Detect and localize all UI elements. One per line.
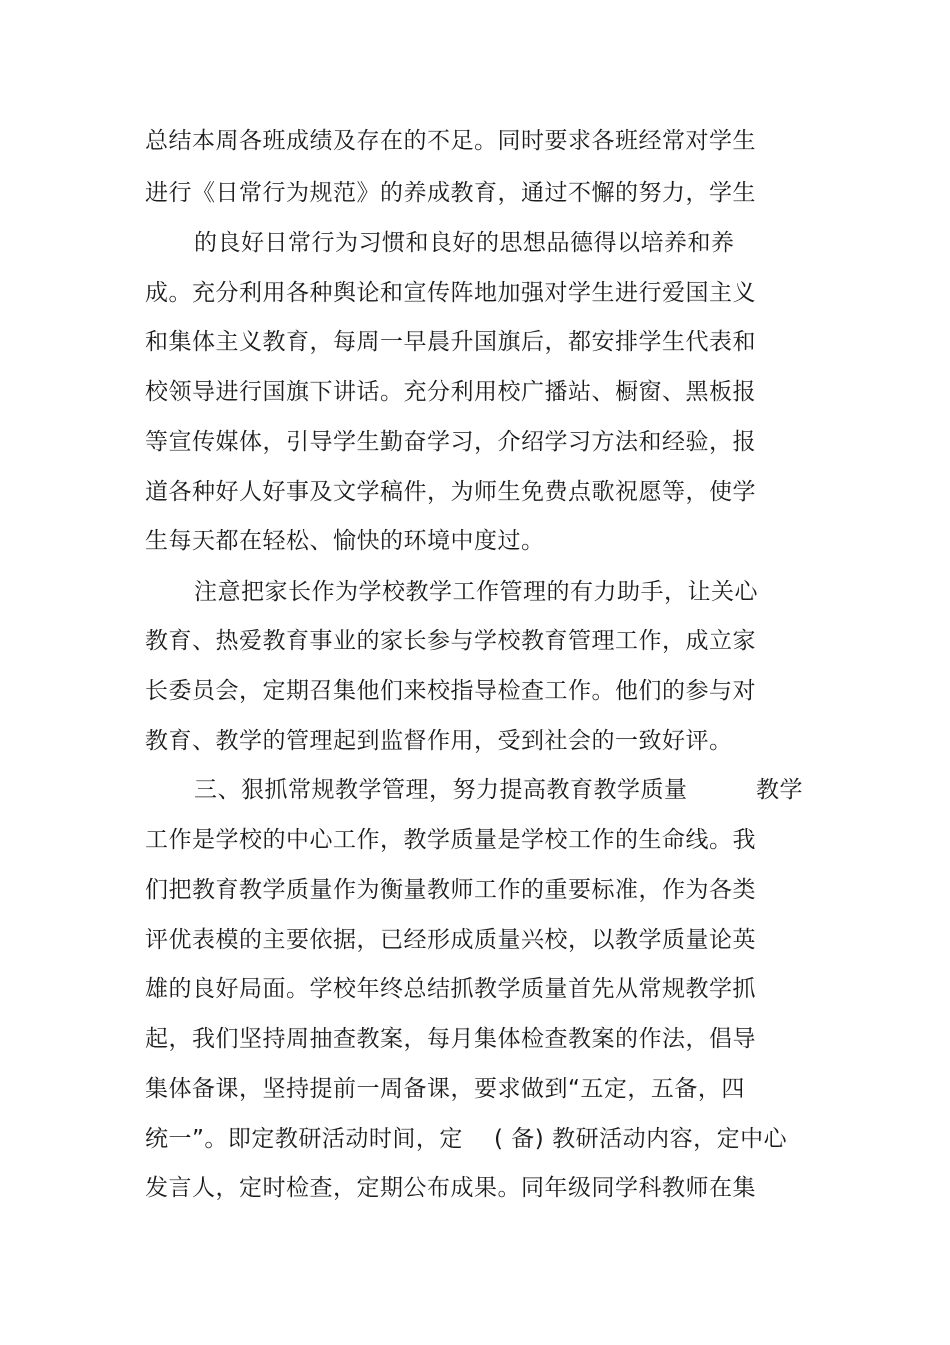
text-line: 教育、热爱教育事业的家长参与学校教育管理工作，成立家 <box>145 628 756 654</box>
text-line: 等宣传媒体，引导学生勤奋学习，介绍学习方法和经验，报 <box>145 429 756 455</box>
text-line: 总结本周各班成绩及存在的不足。同时要求各班经常对学生 <box>145 128 756 154</box>
text-line: 道各种好人好事及文学稿件，为师生免费点歌祝愿等，使学 <box>145 479 756 505</box>
text-line: 和集体主义教育，每周一早晨升国旗后，都安排学生代表和 <box>145 329 756 355</box>
text-line: 工作是学校的中心工作，教学质量是学校工作的生命线。我 <box>145 827 756 853</box>
text-line: 评优表模的主要依据，已经形成质量兴校，以教学质量论英 <box>145 927 756 953</box>
text-line: 的良好日常行为习惯和良好的思想品德得以培养和养 <box>194 230 735 256</box>
text-line: 统一”。即定教研活动时间，定 <box>145 1126 463 1152</box>
text-line: 进行《日常行为规范》的养成教育，通过不懈的努力，学生 <box>145 180 756 206</box>
text-line: 校领导进行国旗下讲话。充分利用校广播站、橱窗、黑板报 <box>145 379 756 405</box>
text-line: 长委员会，定期召集他们来校指导检查工作。他们的参与对 <box>145 678 756 704</box>
text-line: 起，我们坚持周抽查教案，每月集体检查教案的作法，倡导 <box>145 1026 756 1052</box>
text-line: 雄的良好局面。学校年终总结抓教学质量首先从常规教学抓 <box>145 976 756 1002</box>
text-fragment: 教学 <box>756 777 803 803</box>
text-line: 发言人，定时检查，定期公布成果。同年级同学科教师在集 <box>145 1175 756 1201</box>
text-line: 们把教育教学质量作为衡量教师工作的重要标准，作为各类 <box>145 877 756 903</box>
paragraph-start-line: 注意把家长作为学校教学工作管理的有力助手，让关心 <box>194 579 758 605</box>
text-line: 教育、教学的管理起到监督作用，受到社会的一致好评。 <box>145 728 733 754</box>
text-line: 集体备课，坚持提前一周备课，要求做到“五定，五备，四 <box>145 1076 745 1102</box>
text-line: 生每天都在轻松、愉快的环境中度过。 <box>145 528 545 554</box>
text-fragment: ( 备) 教研活动内容，定中心 <box>494 1126 788 1152</box>
text-line: 成。充分利用各种舆论和宣传阵地加强对学生进行爱国主义 <box>145 280 756 306</box>
section-heading: 三、狠抓常规教学管理，努力提高教育教学质量 <box>194 777 688 803</box>
